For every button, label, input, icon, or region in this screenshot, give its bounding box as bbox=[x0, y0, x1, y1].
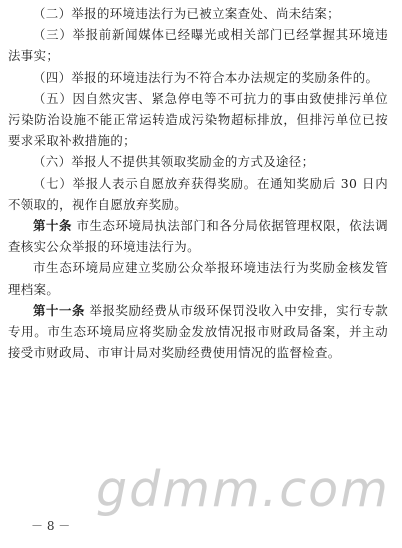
paragraph-item-4: （四）举报的环境违法行为不符合本办法规定的奖励条件的。 bbox=[33, 69, 379, 85]
paragraph-item-7: （七）举报人表示自愿放弃获得奖励。在通知奖励后 30 日内不领取的，视作自愿放弃奖励。 bbox=[8, 175, 388, 212]
paragraph-item-3: （三）举报前新闻媒体已经曝光或相关部门已经掌握其环境违法事实； bbox=[8, 27, 388, 64]
article-11-text: 举报奖励经费从市级环保罚没收入中安排，实行专款专用。市生态环境局应将奖励金发放情况报市财政局备案，并主动接受市财政局、市审计局对奖励经费使用情况的监督检查。 bbox=[8, 302, 388, 361]
paragraph-item-5: （五）因自然灾害、紧急停电等不可抗力的事由致使排污单位污染防治设施不能正常运转造成污染物超标排放，但排污单位已按要求采取补救措施的； bbox=[8, 90, 388, 149]
article-10 bbox=[8, 215, 388, 257]
article-11-number: 第十一条 bbox=[33, 302, 85, 318]
watermark: gdmm.com bbox=[96, 461, 390, 518]
article-11 bbox=[8, 300, 388, 364]
article-10-text: 市生态环境局执法部门和各分局依据管理权限，依法调查核实公众举报的环境违法行为。 bbox=[8, 218, 388, 255]
paragraph-item-2: （二）举报的环境违法行为已被立案查处、尚未结案； bbox=[33, 6, 340, 21]
paragraph-item-6: （六）举报人不提供其领取奖励金的方式及途径； bbox=[33, 154, 315, 170]
article-10-number: 第十条 bbox=[33, 218, 72, 234]
page-number: － 8 － bbox=[31, 519, 71, 533]
article-10-paragraph-2: 市生态环境局应建立奖励公众举报环境违法行为奖励金核发管理档案。 bbox=[8, 260, 388, 297]
